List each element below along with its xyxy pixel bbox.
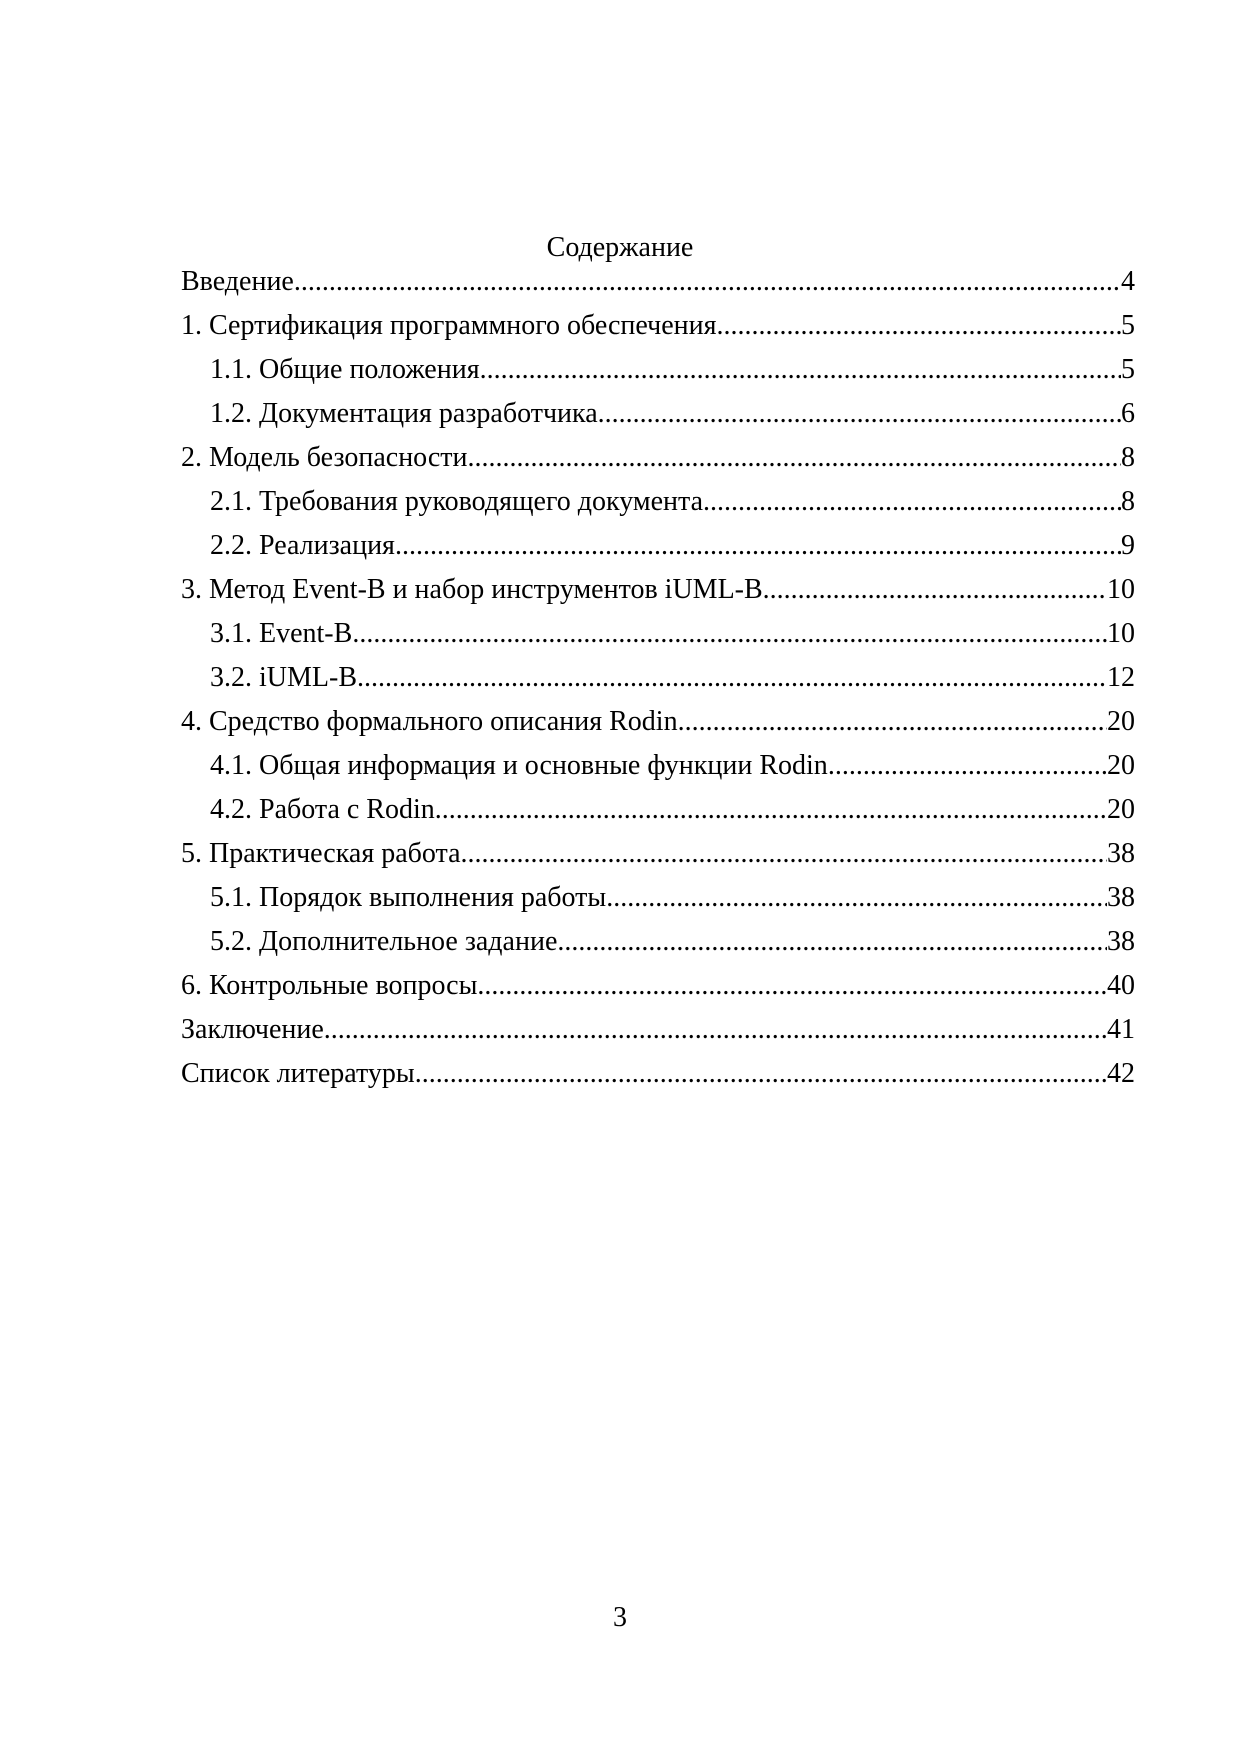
toc-entry-page: 38 — [1107, 882, 1135, 913]
toc-entry-label: 1. Сертификация программного обеспечения — [181, 310, 717, 341]
toc-leader-dots — [557, 920, 1107, 964]
toc-entry-page: 10 — [1107, 618, 1135, 649]
toc-leader-dots — [598, 392, 1121, 436]
toc-entry[interactable] — [181, 568, 1135, 612]
toc-leader-dots — [468, 436, 1121, 480]
toc-entry-page: 42 — [1107, 1058, 1135, 1089]
toc-leader-dots — [294, 260, 1121, 304]
toc-entry[interactable] — [181, 656, 1135, 700]
toc-leader-dots — [477, 964, 1107, 1008]
toc-entry-page: 5 — [1121, 310, 1135, 341]
toc-entry-page: 38 — [1107, 926, 1135, 957]
toc-entry-page: 9 — [1121, 530, 1135, 561]
toc-leader-dots — [395, 524, 1121, 568]
toc-leader-dots — [324, 1008, 1107, 1052]
toc-entry[interactable] — [181, 1008, 1135, 1052]
toc-entry[interactable] — [181, 744, 1135, 788]
toc-entry-page: 8 — [1121, 442, 1135, 473]
toc-leader-dots — [606, 876, 1107, 920]
toc-entry-label: 3. Метод Event-B и набор инструментов iUML-B — [181, 574, 763, 605]
toc-entry[interactable] — [181, 788, 1135, 832]
toc-entry-label: 4. Средство формального описания Rodin — [181, 706, 678, 737]
toc-entry-label: 4.1. Общая информация и основные функции Rodin — [210, 750, 828, 781]
toc-entry-page: 8 — [1121, 486, 1135, 517]
toc-entry-page: 41 — [1107, 1014, 1135, 1045]
toc-entry-label: 1.1. Общие положения — [210, 354, 480, 385]
toc-entry[interactable] — [181, 348, 1135, 392]
toc-entry-label: 6. Контрольные вопросы — [181, 970, 478, 1001]
toc-entry-page: 38 — [1107, 838, 1135, 869]
toc-entry-page: 40 — [1107, 970, 1135, 1001]
toc-entry[interactable] — [181, 876, 1135, 920]
toc-entry[interactable] — [181, 612, 1135, 656]
toc-entry-label: Введение — [181, 266, 294, 297]
toc-leader-dots — [828, 744, 1107, 788]
toc-leader-dots — [435, 788, 1107, 832]
toc-leader-dots — [352, 612, 1107, 656]
toc-entry[interactable] — [181, 700, 1135, 744]
toc-entry[interactable] — [181, 260, 1135, 304]
toc-entry-label: 2. Модель безопасности — [181, 442, 468, 473]
toc-entry-page: 12 — [1107, 662, 1135, 693]
toc-entry-label: 3.1. Event-B — [210, 618, 353, 649]
toc-entry-page: 5 — [1121, 354, 1135, 385]
toc-title: Содержание — [546, 232, 694, 263]
toc-entry-label: 5. Практическая работа — [181, 838, 461, 869]
toc-entry-label: 2.1. Требования руководящего документа — [210, 486, 703, 517]
toc-entry-label: 5.1. Порядок выполнения работы — [210, 882, 607, 913]
toc-entry[interactable] — [181, 392, 1135, 436]
toc-entry-label: 2.2. Реализация — [210, 530, 395, 561]
toc-entry-label: Заключение — [181, 1014, 324, 1045]
toc-leader-dots — [480, 348, 1121, 392]
toc-entry[interactable] — [181, 304, 1135, 348]
toc-entry[interactable] — [181, 524, 1135, 568]
toc-entry-label: Список литературы — [181, 1058, 415, 1089]
toc-entry[interactable] — [181, 480, 1135, 524]
toc-leader-dots — [678, 700, 1107, 744]
toc-leader-dots — [703, 480, 1121, 524]
toc-entry-label: 4.2. Работа с Rodin — [210, 794, 435, 825]
toc-entry[interactable] — [181, 832, 1135, 876]
toc-entry-page: 6 — [1121, 398, 1135, 429]
toc-entry-label: 3.2. iUML-B — [210, 662, 357, 693]
toc-entry[interactable] — [181, 1052, 1135, 1096]
toc-entry[interactable] — [181, 436, 1135, 480]
toc-entry-label: 5.2. Дополнительное задание — [210, 926, 558, 957]
toc-entry-label: 1.2. Документация разработчика — [210, 398, 598, 429]
toc-entry[interactable] — [181, 920, 1135, 964]
toc-entry-page: 20 — [1107, 750, 1135, 781]
toc-entry-page: 4 — [1121, 266, 1135, 297]
toc-leader-dots — [357, 656, 1107, 700]
toc-entry-page: 20 — [1107, 706, 1135, 737]
page-number: 3 — [613, 1602, 627, 1633]
toc-leader-dots — [763, 568, 1107, 612]
table-of-contents — [181, 260, 1135, 1096]
toc-entry-page: 10 — [1107, 574, 1135, 605]
toc-entry[interactable] — [181, 964, 1135, 1008]
toc-leader-dots — [415, 1052, 1107, 1096]
toc-entry-page: 20 — [1107, 794, 1135, 825]
toc-leader-dots — [717, 304, 1122, 348]
toc-leader-dots — [461, 832, 1107, 876]
